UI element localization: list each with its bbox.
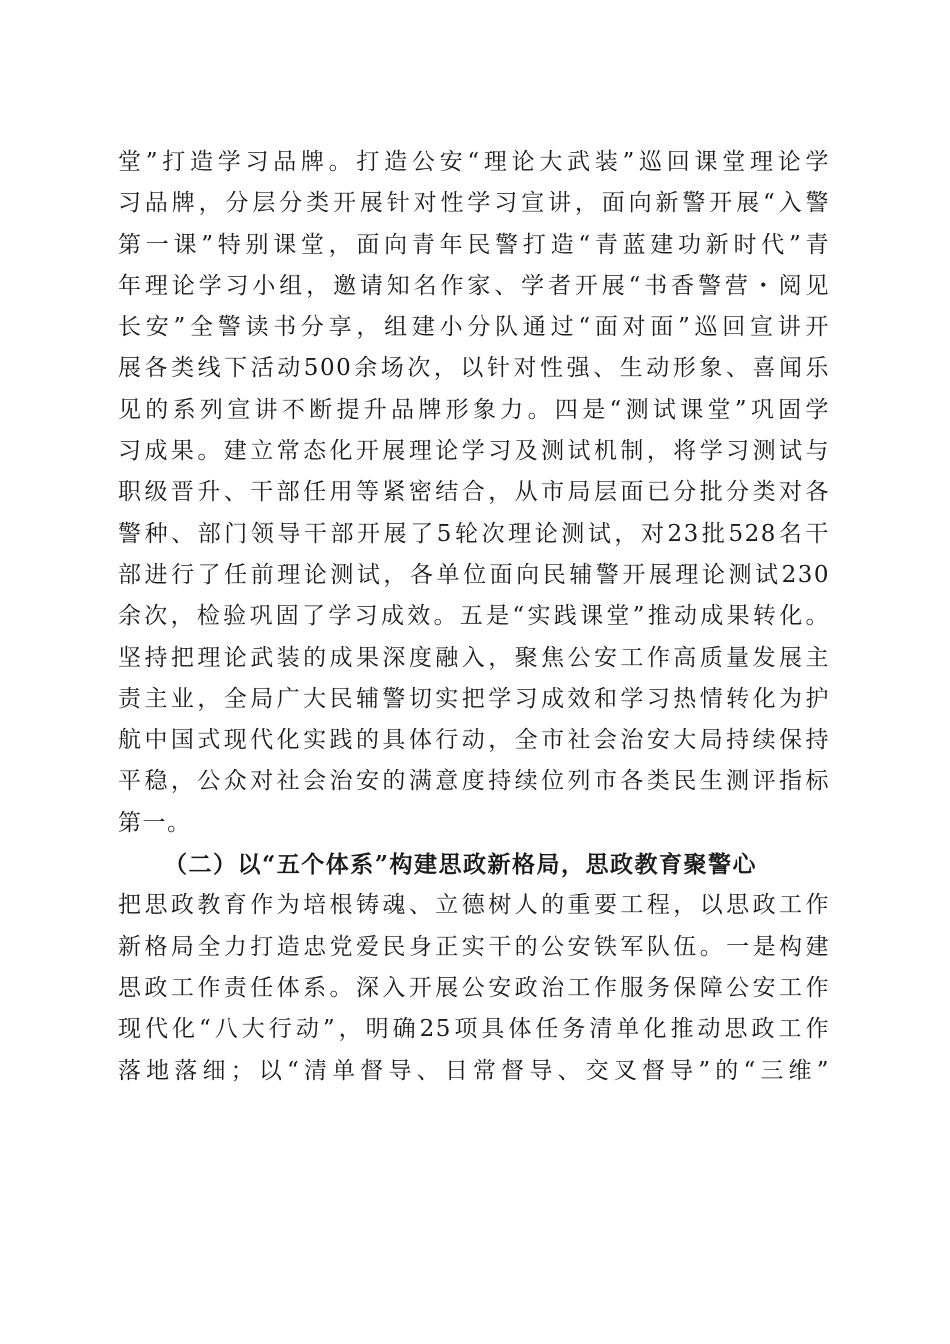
text-line-20: 思政工作责任体系。深入开展公安政治工作服务保障公安工作: [118, 974, 830, 1001]
text-line-1: 堂”打造学习品牌。打造公安“理论大武装”巡回课堂理论学: [118, 149, 830, 175]
text-line-8: 习成果。建立常态化开展理论学习及测试机制，将学习测试与: [118, 438, 830, 465]
text-line-7: 见的系列宣讲不断提升品牌形象力。四是“测试课堂”巩固学: [118, 396, 830, 423]
text-line-12: 余次，检验巩固了学习成效。五是“实践课堂”推动成果转化。: [118, 603, 830, 630]
text-line-4: 年理论学习小组，邀请知名作家、学者开展“书香警营・阅见: [118, 272, 830, 299]
text-line-21: 现代化“八大行动”，明确25项具体任务清单化推动思政工作: [118, 1016, 830, 1043]
document-body: [118, 142, 830, 1092]
text-line-14: 责主业，全局广大民辅警切实把学习成效和学习热情转化为护: [118, 685, 830, 712]
text-line-11: 部进行了任前理论测试，各单位面向民辅警开展理论测试230: [118, 561, 830, 588]
text-line-18: 把思政教育作为培根铸魂、立德树人的重要工程，以思政工作: [118, 892, 830, 919]
text-line-15: 航中国式现代化实践的具体行动，全市社会治安大局持续保持: [118, 727, 830, 754]
text-line-10: 警种、部门领导干部开展了5轮次理论测试，对23批528名干: [118, 520, 830, 547]
text-line-2: 习品牌，分层分类开展针对性学习宣讲，面向新警开展“入警: [118, 190, 830, 217]
text-line-17: 第一。: [118, 809, 192, 836]
text-line-6: 展各类线下活动500余场次，以针对性强、生动形象、喜闻乐: [118, 355, 830, 382]
text-line-16: 平稳，公众对社会治安的满意度持续位列市各类民生测评指标: [118, 768, 830, 795]
text-line-3: 第一课”特别课堂，面向青年民警打造“青蓝建功新时代”青: [118, 231, 830, 258]
text-line-22: 落地落细；以“清单督导、日常督导、交叉督导”的“三维”: [118, 1057, 830, 1084]
text-line-19: 新格局全力打造忠党爱民身正实干的公安铁军队伍。一是构建: [118, 933, 830, 960]
section-heading: （二）以“五个体系”构建思政新格局，思政教育聚警心: [164, 851, 757, 879]
text-line-13: 坚持把理论武装的成果深度融入，聚焦公安工作高质量发展主: [118, 644, 830, 671]
text-line-5: 长安”全警读书分享，组建小分队通过“面对面”巡回宣讲开: [118, 314, 830, 341]
text-line-9: 职级晋升、干部任用等紧密结合，从市局层面已分批分类对各: [118, 479, 830, 506]
